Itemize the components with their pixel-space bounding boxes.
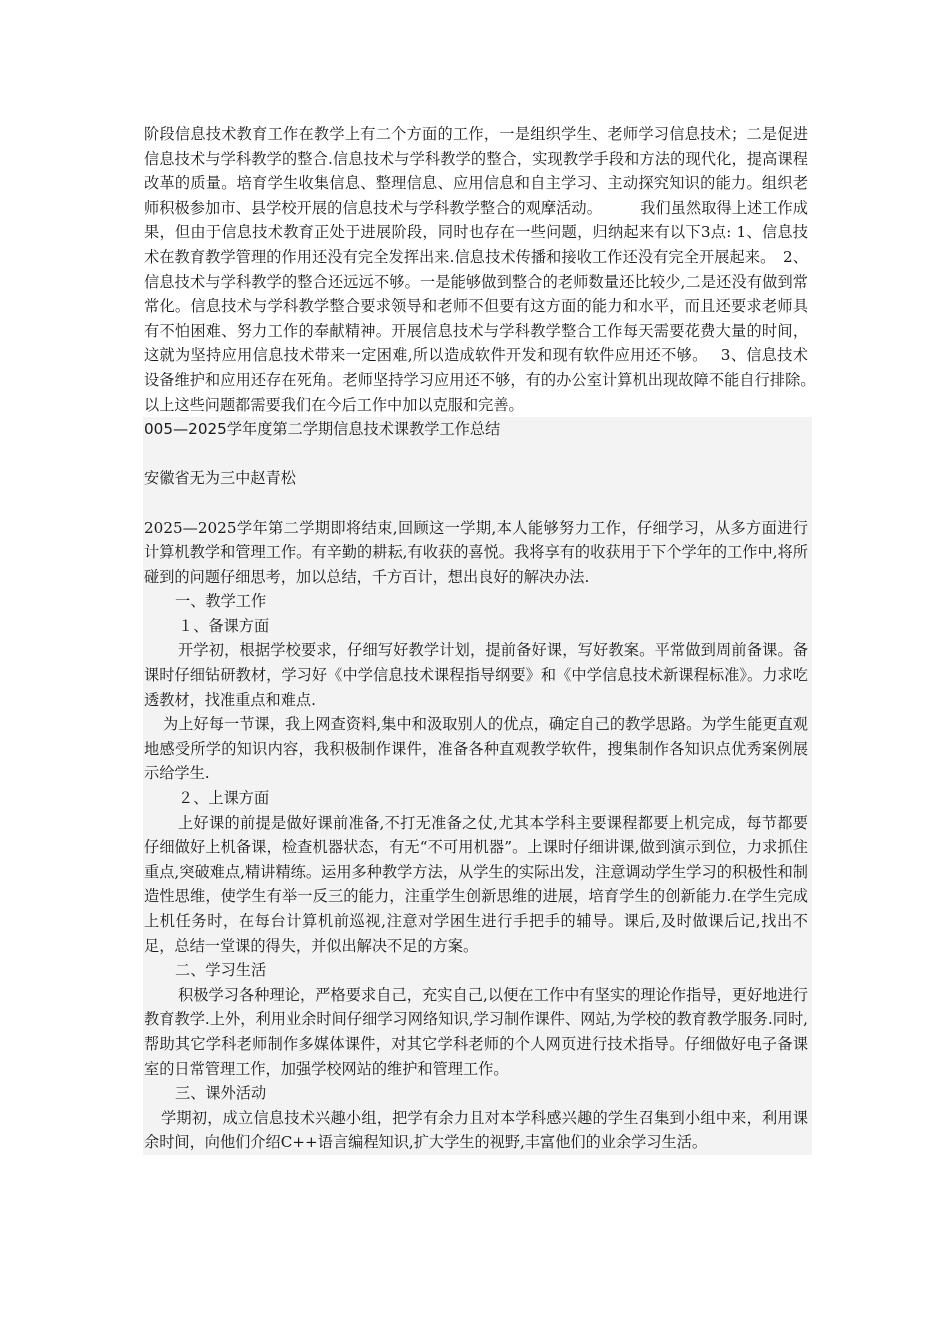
study-paragraph: 积极学习各种理论，严格要求自己，充实自己,以便在工作中有坚实的理论作指导，更好地进行教育教学.上外，利用业余时间仔细学习网络知识,学习制作课件、网站,为学校的教育教学服务.同时,帮助其它学科老师制作多媒体课件，对其它学科老师的个人网页进行技术指导。仔细做好电子备课室的日常管理工作，加强学校网站的维护和管理工作。 (144, 985, 808, 1078)
author-line: 安徽省无为三中赵青松 (144, 469, 296, 488)
subheading-in-class: ２、上课方面 (178, 789, 270, 808)
lesson-prep-paragraph-2: 为上好每一节课，我上网查资料,集中和汲取别人的优点，确定自己的教学思路。为学生能更直观地感受所学的知识内容，我积极制作课件，准备各种直观教学软件，搜集制作各知识点优秀案例展示给学生. (144, 715, 808, 783)
spacer (144, 491, 808, 516)
activities-paragraph: 学期初，成立信息技术兴趣小组，把学有余力且对本学科感兴趣的学生召集到小组中来，利用课余时间，向他们介绍C++语言编程知识,扩大学生的视野,丰富他们的业余学习生活。 (144, 1108, 808, 1152)
intro-paragraph: 阶段信息技术教育工作在教学上有二个方面的工作，一是组织学生、老师学习信息技术；二是促进信息技术与学科教学的整合.信息技术与学科教学的整合，实现教学手段和方法的现代化，提高课程改革的质量。培育学生收集信息、整理信息、应用信息和自主学习、主动探究知识的能力。组织老师积极参加市、县学校开展的信息技术与学科教学整合的观摩活动。 我们虽然取得上述工作成果，但由于信息技术教育正处于进展阶段，同时也存在一些问题，归纳起来有以下3点: 1、信息技术在教育教学管理的作用还没有完全发挥出来.信息技术传播和接收工作还没有完全开展起来。 2、信息技术与学科教学的整合还远远不够。一是能够做到整合的老师数量还比较少,二是还没有做到常常化。信息技术与学科教学整合要求领导和老师不但要有这方面的能力和水平，而且还要求老师具有不怕困难、努力工作的奉献精神。开展信息技术与学科教学整合工作每天需要花费大量的时间，这就为坚持应用信息技术带来一定困难,所以造成软件开发和现有软件应用还不够。 3、信息技术设备维护和应用还存在死角。老师坚持学习应用还不够，有的办公室计算机出现故障不能自行排除。 以上这些问题都需要我们在今后工作中加以克服和完善。 (144, 125, 854, 414)
section-heading-study: 二、学习生活 (175, 961, 267, 980)
report-title: 005—2025学年度第二学期信息技术课教学工作总结 (144, 420, 501, 439)
subheading-lesson-prep: １、备课方面 (178, 616, 270, 635)
document-page (144, 122, 854, 1155)
spacer (144, 442, 808, 467)
report-section (143, 417, 812, 1155)
summary-paragraph: 2025—2025学年第二学期即将结束,回顾这一学期,本人能够努力工作，仔细学习，从多方面进行计算机教学和管理工作。有辛勤的耕耘,有收获的喜悦。我将享有的收获用于下个学年的工作中,将所碰到的问题仔细思考，加以总结，千方百计，想出良好的解决办法. (144, 518, 808, 586)
lesson-prep-paragraph-1: 开学初，根据学校要求，仔细写好教学计划，提前备好课，写好教案。平常做到周前备课。备课时仔细钻研教材，学习好《中学信息技术课程指导纲要》和《中学信息技术新课程标准》。力求吃透教材，找准重点和难点. (144, 641, 808, 709)
section-heading-teaching: 一、教学工作 (175, 592, 267, 611)
section-heading-activities: 三、课外活动 (175, 1084, 267, 1103)
in-class-paragraph: 上好课的前提是做好课前准备,不打无准备之仗,尤其本学科主要课程都要上机完成，每节都要仔细做好上机备课，检查机器状态，有无“不可用机器”。上课时仔细讲课,做到演示到位，力求抓住重点,突破难点,精讲精练。运用多种教学方法，从学生的实际出发，注意调动学生学习的积极性和制造性思维，使学生有举一反三的能力，注重学生创新思维的进展，培育学生的创新能力.在学生完成上机任务时，在每台计算机前巡视,注意对学困生进行手把手的辅导。课后,及时做课后记,找出不足，总结一堂课的得失，并似出解决不足的方案。 (144, 813, 808, 955)
